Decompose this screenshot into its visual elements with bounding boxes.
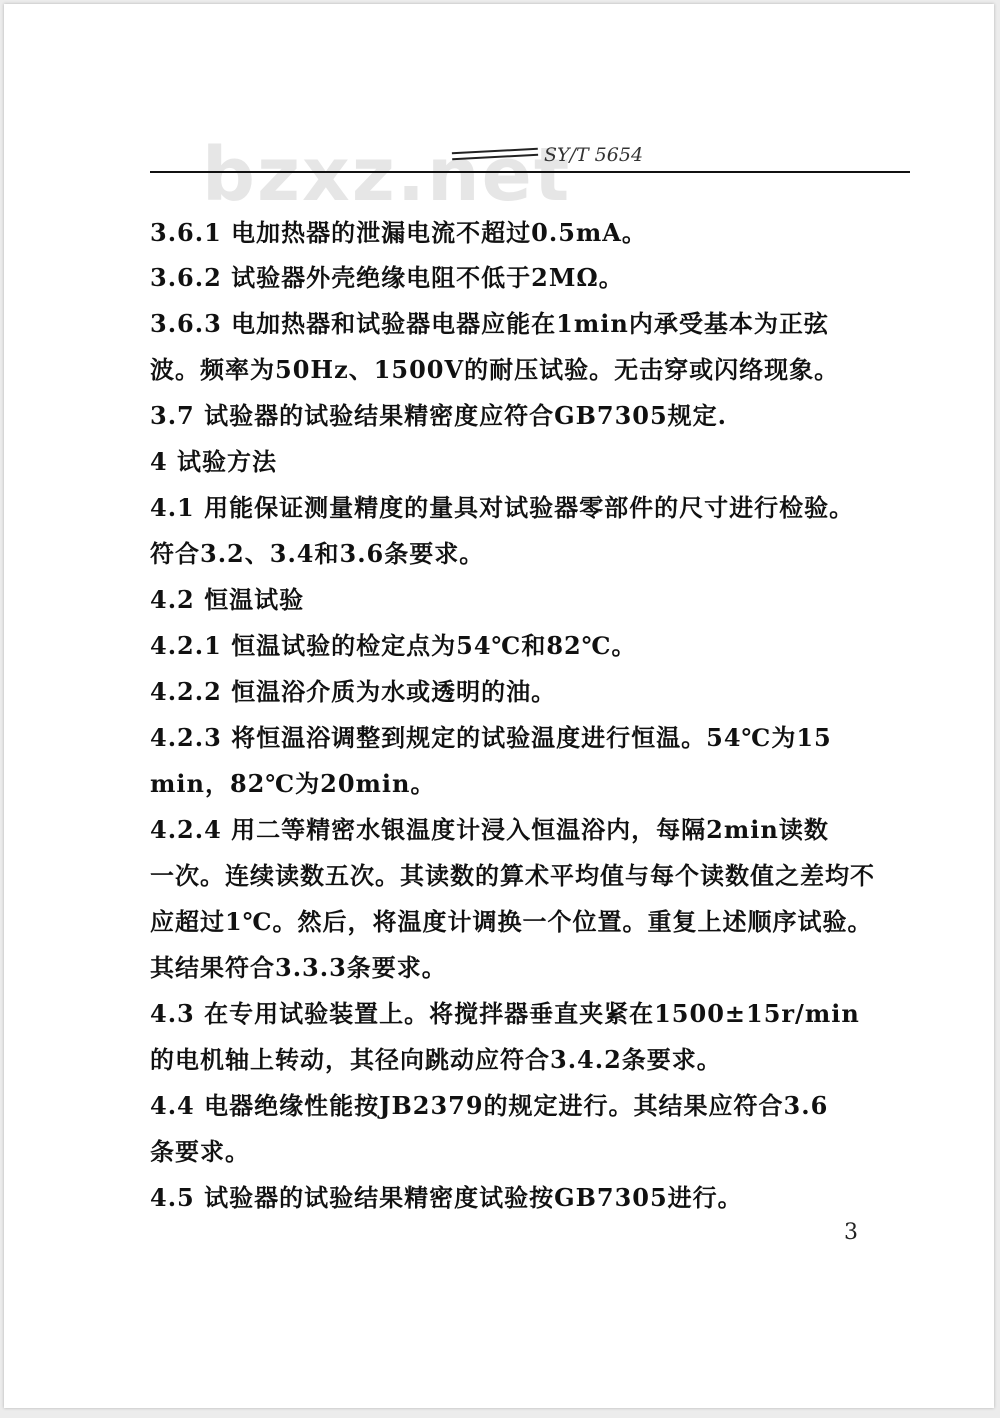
header-rule — [150, 171, 910, 173]
clause-4-1: 4.1 用能保证测量精度的量具对试验器零部件的尺寸进行检验。 — [150, 493, 855, 522]
clause-4-2-4-cont-2: 应超过1℃。然后，将温度计调换一个位置。重复上述顺序试验。 — [150, 907, 873, 936]
clause-4-2-4-cont-3: 其结果符合3.3.3条要求。 — [150, 953, 447, 982]
clause-4-2-3: 4.2.3 将恒温浴调整到规定的试验温度进行恒温。54℃为15 — [150, 723, 832, 752]
clause-3-6-2: 3.6.2 试验器外壳绝缘电阻不低于2MΩ。 — [150, 263, 624, 292]
watermark: bzxz.net — [202, 132, 572, 218]
document-page — [4, 4, 994, 1408]
clause-4-2: 4.2 恒温试验 — [150, 585, 305, 614]
clause-4-2-4: 4.2.4 用二等精密水银温度计浸入恒温浴内，每隔2min读数 — [150, 815, 829, 844]
clause-3-6-1: 3.6.1 电加热器的泄漏电流不超过0.5mA。 — [150, 218, 647, 247]
clause-4-3: 4.3 在专用试验装置上。将搅拌器垂直夹紧在1500±15r/min — [150, 999, 860, 1028]
clause-3-6-3-cont: 波。频率为50Hz、1500V的耐压试验。无击穿或闪络现象。 — [150, 355, 840, 384]
clause-4-3-cont: 的电机轴上转动，其径向跳动应符合3.4.2条要求。 — [150, 1045, 722, 1074]
standard-code: SY/T 5654 — [544, 144, 644, 166]
clause-4-4-cont: 条要求。 — [150, 1137, 250, 1166]
clause-4-2-4-cont-1: 一次。连续读数五次。其读数的算术平均值与每个读数值之差均不 — [150, 861, 875, 890]
clause-4-2-2: 4.2.2 恒温浴介质为水或透明的油。 — [150, 677, 557, 706]
clause-4-2-3-cont: min，82℃为20min。 — [150, 769, 436, 798]
clause-4-4: 4.4 电器绝缘性能按JB2379的规定进行。其结果应符合3.6 — [150, 1091, 829, 1120]
clause-3-6-3: 3.6.3 电加热器和试验器电器应能在1min内承受基本为正弦 — [150, 309, 829, 338]
page-mark: 3 — [844, 1220, 858, 1245]
clause-3-7: 3.7 试验器的试验结果精密度应符合GB7305规定. — [150, 401, 728, 430]
clause-4-1-cont: 符合3.2、3.4和3.6条要求。 — [150, 539, 485, 568]
clause-4-2-1: 4.2.1 恒温试验的检定点为54℃和82℃。 — [150, 631, 637, 660]
section-4-heading: 4 试验方法 — [150, 447, 278, 476]
clause-4-5: 4.5 试验器的试验结果精密度试验按GB7305进行。 — [150, 1183, 743, 1212]
